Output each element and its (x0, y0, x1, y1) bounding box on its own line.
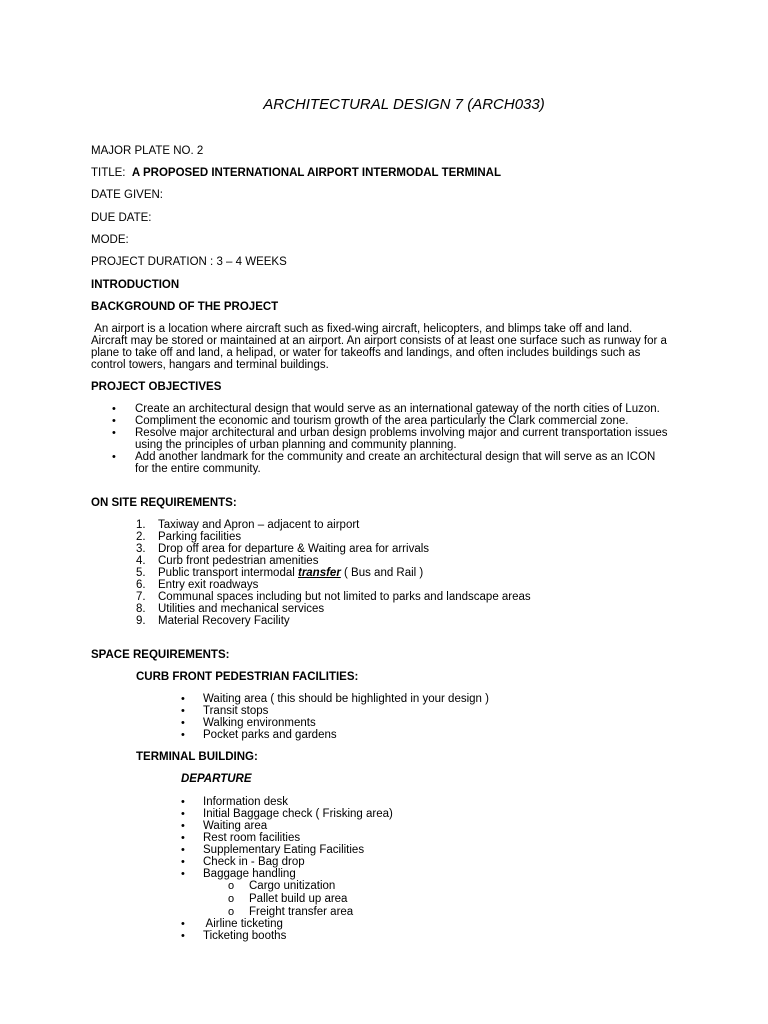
list-number: 7. (136, 591, 146, 603)
list-item: • Create an architectural design that would serve as an international gateway of the north cities of Luzon. (91, 403, 671, 415)
introduction-heading: INTRODUCTION (91, 279, 180, 291)
list-text: Entry exit roadways (158, 579, 259, 591)
list-item (91, 615, 531, 627)
departure-heading: DEPARTURE (181, 773, 252, 785)
list-item: o Pallet build up area (91, 893, 353, 905)
list-item (91, 531, 531, 543)
document-title: ARCHITECTURAL DESIGN 7 (ARCH033) (263, 96, 545, 113)
list-item (91, 567, 531, 579)
list-text: Public transport intermodal (158, 567, 298, 579)
list-number: 6. (136, 579, 146, 591)
list-item (91, 591, 531, 603)
list-item (91, 555, 531, 567)
list-item: • Walking environments (160, 717, 489, 729)
list-text: Curb front pedestrian amenities (158, 555, 319, 567)
list-item: • Resolve major architectural and urban design problems involving major and current transportation issues using the principles of urban planning and community planning. (91, 427, 671, 451)
list-number: 8. (136, 603, 146, 615)
list-number: 4. (136, 555, 146, 567)
due-date: DUE DATE: (91, 212, 152, 224)
list-text: ( Bus and Rail ) (340, 567, 424, 579)
background-paragraph: An airport is a location where aircraft such as fixed-wing aircraft, helicopters, and blimps take off and land. Aircraft may be stored or maintained at an airport. An airport consists of at least one surface such as runway for a plane to take off and land, a helipad, or water for takeoffs and landings, and often includes buildings such as control towers, hangars and terminal buildings. (91, 323, 671, 371)
list-text: Taxiway and Apron – adjacent to airport (158, 519, 360, 531)
list-item: • Initial Baggage check ( Frisking area) (160, 808, 393, 820)
list-text: Drop off area for departure & Waiting area for arrivals (158, 543, 430, 555)
list-item: • Waiting area (160, 820, 393, 832)
list-item: • Rest room facilities (160, 832, 393, 844)
plate-number: MAJOR PLATE NO. 2 (91, 145, 204, 157)
list-text: Utilities and mechanical services (158, 603, 325, 615)
list-number: 1. (136, 519, 146, 531)
date-given: DATE GIVEN: (91, 189, 163, 201)
list-item: • Waiting area ( this should be highlighted in your design ) (160, 693, 489, 705)
departure-list-continued (160, 918, 286, 942)
list-text: Communal spaces including but not limited to parks and landscape areas (158, 591, 531, 603)
list-item (91, 519, 531, 531)
list-number: 5. (136, 567, 146, 579)
title-value: A PROPOSED INTERNATIONAL AIRPORT INTERMODAL TERMINAL (131, 167, 501, 179)
objectives-heading: PROJECT OBJECTIVES (91, 381, 222, 393)
list-item: • Compliment the economic and tourism growth of the area particularly the Clark commercial zone. (91, 415, 671, 427)
list-item: • Add another landmark for the community and create an architectural design that will serve as an ICON for the entire community. (91, 451, 671, 475)
list-item: • Transit stops (160, 705, 489, 717)
transfer-emphasis: transfer (297, 567, 341, 579)
terminal-heading: TERMINAL BUILDING: (136, 751, 258, 763)
baggage-sub-list (91, 880, 353, 918)
curb-heading: CURB FRONT PEDESTRIAN FACILITIES: (136, 671, 359, 683)
space-heading: SPACE REQUIREMENTS: (91, 649, 230, 661)
title-line (91, 167, 501, 179)
list-number: 2. (136, 531, 146, 543)
list-item: • Check in - Bag drop (160, 856, 393, 868)
list-item (91, 543, 531, 555)
mode: MODE: (91, 234, 129, 246)
list-number: 3. (136, 543, 146, 555)
objectives-list (91, 403, 671, 475)
list-text: Parking facilities (158, 531, 242, 543)
list-item: • Supplementary Eating Facilities (160, 844, 393, 856)
list-item (91, 603, 531, 615)
list-item: • Airline ticketing (160, 918, 286, 930)
onsite-heading: ON SITE REQUIREMENTS: (91, 497, 237, 509)
list-item: • Baggage handling (160, 868, 393, 880)
title-label: TITLE: (91, 167, 126, 179)
list-item: o Cargo unitization (91, 880, 353, 892)
list-item: o Freight transfer area (91, 906, 353, 918)
curb-list (160, 693, 489, 741)
list-item: • Pocket parks and gardens (160, 729, 489, 741)
list-number: 9. (136, 615, 146, 627)
list-item: • Ticketing booths (160, 930, 286, 942)
background-heading: BACKGROUND OF THE PROJECT (91, 301, 279, 313)
list-item (91, 579, 531, 591)
list-item: • Information desk (160, 796, 393, 808)
onsite-list (91, 519, 531, 627)
departure-list (160, 796, 393, 880)
list-text: Material Recovery Facility (158, 615, 290, 627)
project-duration: PROJECT DURATION : 3 – 4 WEEKS (91, 256, 287, 268)
